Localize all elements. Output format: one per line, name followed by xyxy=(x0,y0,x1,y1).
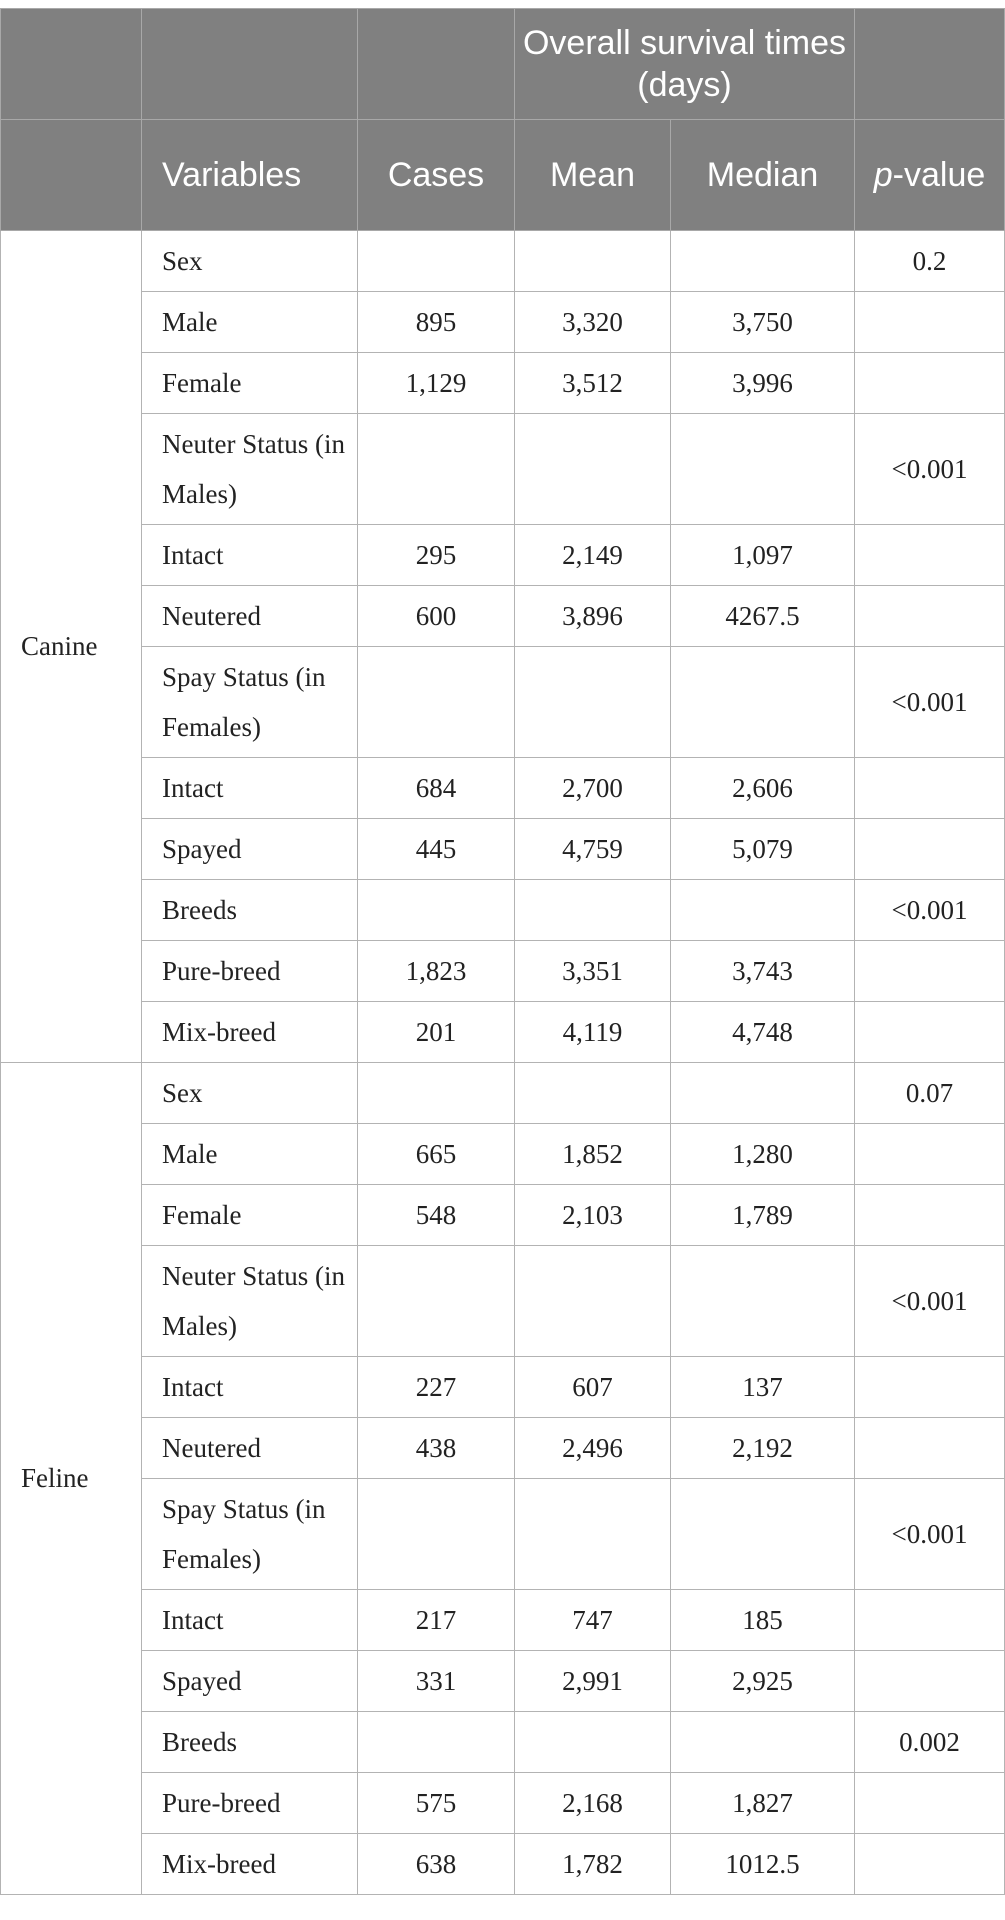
mean-cell: 3,351 xyxy=(515,941,671,1002)
species-label-canine: Canine xyxy=(1,231,142,1063)
table-row xyxy=(1,819,1005,880)
variable-cell: Male xyxy=(142,1124,358,1185)
variable-cell: Neuter Status (in Males) xyxy=(142,1246,358,1357)
table-row xyxy=(1,1418,1005,1479)
mean-cell: 4,759 xyxy=(515,819,671,880)
median-cell: 3,750 xyxy=(671,292,855,353)
table-row xyxy=(1,1590,1005,1651)
cases-cell: 548 xyxy=(358,1185,515,1246)
pvalue-cell: 0.07 xyxy=(855,1063,1005,1124)
header-row-columns xyxy=(1,120,1005,231)
header-row-group xyxy=(1,9,1005,120)
cases-cell xyxy=(358,1246,515,1357)
table-row xyxy=(1,586,1005,647)
table-row xyxy=(1,525,1005,586)
pvalue-cell: <0.001 xyxy=(855,647,1005,758)
pvalue-cell: <0.001 xyxy=(855,414,1005,525)
table-row xyxy=(1,1712,1005,1773)
variable-cell: Spayed xyxy=(142,819,358,880)
table-header xyxy=(1,9,1005,231)
cases-cell xyxy=(358,414,515,525)
variable-cell: Intact xyxy=(142,1357,358,1418)
variable-cell: Sex xyxy=(142,231,358,292)
median-cell xyxy=(671,1063,855,1124)
median-cell: 2,606 xyxy=(671,758,855,819)
pvalue-cell xyxy=(855,1002,1005,1063)
table-row xyxy=(1,1002,1005,1063)
mean-cell xyxy=(515,880,671,941)
pvalue-cell xyxy=(855,292,1005,353)
header-cases: Cases xyxy=(358,120,515,231)
variable-cell: Breeds xyxy=(142,1712,358,1773)
variable-cell: Breeds xyxy=(142,880,358,941)
median-cell xyxy=(671,1712,855,1773)
median-cell xyxy=(671,231,855,292)
variable-cell: Female xyxy=(142,1185,358,1246)
table-row xyxy=(1,1063,1005,1124)
table-row xyxy=(1,647,1005,758)
variable-cell: Mix-breed xyxy=(142,1834,358,1895)
median-cell xyxy=(671,1479,855,1590)
median-cell: 2,925 xyxy=(671,1651,855,1712)
cases-cell: 1,129 xyxy=(358,353,515,414)
header-median: Median xyxy=(671,120,855,231)
mean-cell: 4,119 xyxy=(515,1002,671,1063)
survival-table xyxy=(0,8,1005,1895)
table-body xyxy=(1,231,1005,1895)
cases-cell: 1,823 xyxy=(358,941,515,1002)
variable-cell: Spayed xyxy=(142,1651,358,1712)
cases-cell: 684 xyxy=(358,758,515,819)
variable-cell: Neutered xyxy=(142,1418,358,1479)
cases-cell: 438 xyxy=(358,1418,515,1479)
pvalue-cell: 0.002 xyxy=(855,1712,1005,1773)
pvalue-cell xyxy=(855,1418,1005,1479)
table-row xyxy=(1,1651,1005,1712)
cases-cell: 295 xyxy=(358,525,515,586)
table-row xyxy=(1,1357,1005,1418)
cases-cell xyxy=(358,647,515,758)
species-label-feline: Feline xyxy=(1,1063,142,1895)
median-cell: 3,743 xyxy=(671,941,855,1002)
median-cell: 3,996 xyxy=(671,353,855,414)
pvalue-cell: <0.001 xyxy=(855,1479,1005,1590)
variable-cell: Sex xyxy=(142,1063,358,1124)
mean-cell xyxy=(515,231,671,292)
header-pvalue xyxy=(855,120,1005,231)
pvalue-cell xyxy=(855,1590,1005,1651)
median-cell: 4,748 xyxy=(671,1002,855,1063)
mean-cell: 2,991 xyxy=(515,1651,671,1712)
mean-cell xyxy=(515,1063,671,1124)
variable-cell: Intact xyxy=(142,525,358,586)
mean-cell: 747 xyxy=(515,1590,671,1651)
median-cell: 4267.5 xyxy=(671,586,855,647)
mean-cell xyxy=(515,1246,671,1357)
median-cell: 185 xyxy=(671,1590,855,1651)
header-empty-cell xyxy=(358,9,515,120)
mean-cell xyxy=(515,647,671,758)
pvalue-cell xyxy=(855,1357,1005,1418)
mean-cell: 2,496 xyxy=(515,1418,671,1479)
variable-cell: Intact xyxy=(142,758,358,819)
cases-cell: 201 xyxy=(358,1002,515,1063)
median-cell: 2,192 xyxy=(671,1418,855,1479)
cases-cell xyxy=(358,1479,515,1590)
variable-cell: Spay Status (in Females) xyxy=(142,1479,358,1590)
pvalue-cell xyxy=(855,1651,1005,1712)
table-row xyxy=(1,941,1005,1002)
mean-cell xyxy=(515,414,671,525)
variable-cell: Spay Status (in Females) xyxy=(142,647,358,758)
table-row xyxy=(1,1834,1005,1895)
table-row xyxy=(1,353,1005,414)
median-cell: 1,827 xyxy=(671,1773,855,1834)
mean-cell: 1,782 xyxy=(515,1834,671,1895)
cases-cell: 445 xyxy=(358,819,515,880)
table-row xyxy=(1,414,1005,525)
pvalue-cell: <0.001 xyxy=(855,1246,1005,1357)
cases-cell xyxy=(358,231,515,292)
mean-cell xyxy=(515,1712,671,1773)
pvalue-cell xyxy=(855,586,1005,647)
mean-cell: 607 xyxy=(515,1357,671,1418)
mean-cell: 2,103 xyxy=(515,1185,671,1246)
table-row xyxy=(1,292,1005,353)
table-row xyxy=(1,1246,1005,1357)
median-cell: 137 xyxy=(671,1357,855,1418)
median-cell: 1012.5 xyxy=(671,1834,855,1895)
pvalue-suffix: -value xyxy=(892,156,986,194)
header-empty-cell xyxy=(142,9,358,120)
median-cell: 5,079 xyxy=(671,819,855,880)
median-cell: 1,280 xyxy=(671,1124,855,1185)
table-row xyxy=(1,758,1005,819)
pvalue-cell: <0.001 xyxy=(855,880,1005,941)
pvalue-cell xyxy=(855,525,1005,586)
table-row xyxy=(1,1773,1005,1834)
table-row xyxy=(1,231,1005,292)
mean-cell: 2,700 xyxy=(515,758,671,819)
cases-cell: 331 xyxy=(358,1651,515,1712)
mean-cell: 2,168 xyxy=(515,1773,671,1834)
table-row xyxy=(1,880,1005,941)
variable-cell: Neutered xyxy=(142,586,358,647)
mean-cell: 3,512 xyxy=(515,353,671,414)
header-empty-cell xyxy=(1,9,142,120)
pvalue-italic-p: p xyxy=(873,156,893,194)
median-cell xyxy=(671,1246,855,1357)
pvalue-cell xyxy=(855,1773,1005,1834)
variable-cell: Pure-breed xyxy=(142,1773,358,1834)
median-cell xyxy=(671,647,855,758)
median-cell xyxy=(671,414,855,525)
pvalue-cell xyxy=(855,819,1005,880)
pvalue-cell xyxy=(855,941,1005,1002)
median-cell: 1,097 xyxy=(671,525,855,586)
pvalue-cell xyxy=(855,758,1005,819)
table-row xyxy=(1,1479,1005,1590)
cases-cell: 575 xyxy=(358,1773,515,1834)
table-row xyxy=(1,1124,1005,1185)
cases-cell: 638 xyxy=(358,1834,515,1895)
cases-cell: 895 xyxy=(358,292,515,353)
mean-cell: 3,320 xyxy=(515,292,671,353)
variable-cell: Intact xyxy=(142,1590,358,1651)
header-mean: Mean xyxy=(515,120,671,231)
header-variables: Variables xyxy=(142,120,358,231)
cases-cell: 665 xyxy=(358,1124,515,1185)
variable-cell: Neuter Status (in Males) xyxy=(142,414,358,525)
pvalue-cell: 0.2 xyxy=(855,231,1005,292)
pvalue-cell xyxy=(855,1124,1005,1185)
mean-cell: 1,852 xyxy=(515,1124,671,1185)
cases-cell xyxy=(358,1712,515,1773)
cases-cell xyxy=(358,880,515,941)
header-empty-cell xyxy=(855,9,1005,120)
pvalue-cell xyxy=(855,1185,1005,1246)
mean-cell: 2,149 xyxy=(515,525,671,586)
median-cell: 1,789 xyxy=(671,1185,855,1246)
cases-cell xyxy=(358,1063,515,1124)
variable-cell: Pure-breed xyxy=(142,941,358,1002)
header-group-survival: Overall survival times (days) xyxy=(515,9,855,120)
median-cell xyxy=(671,880,855,941)
pvalue-cell xyxy=(855,353,1005,414)
variable-cell: Female xyxy=(142,353,358,414)
cases-cell: 600 xyxy=(358,586,515,647)
pvalue-cell xyxy=(855,1834,1005,1895)
variable-cell: Mix-breed xyxy=(142,1002,358,1063)
variable-cell: Male xyxy=(142,292,358,353)
table-row xyxy=(1,1185,1005,1246)
header-empty-cell xyxy=(1,120,142,231)
mean-cell xyxy=(515,1479,671,1590)
cases-cell: 217 xyxy=(358,1590,515,1651)
cases-cell: 227 xyxy=(358,1357,515,1418)
mean-cell: 3,896 xyxy=(515,586,671,647)
